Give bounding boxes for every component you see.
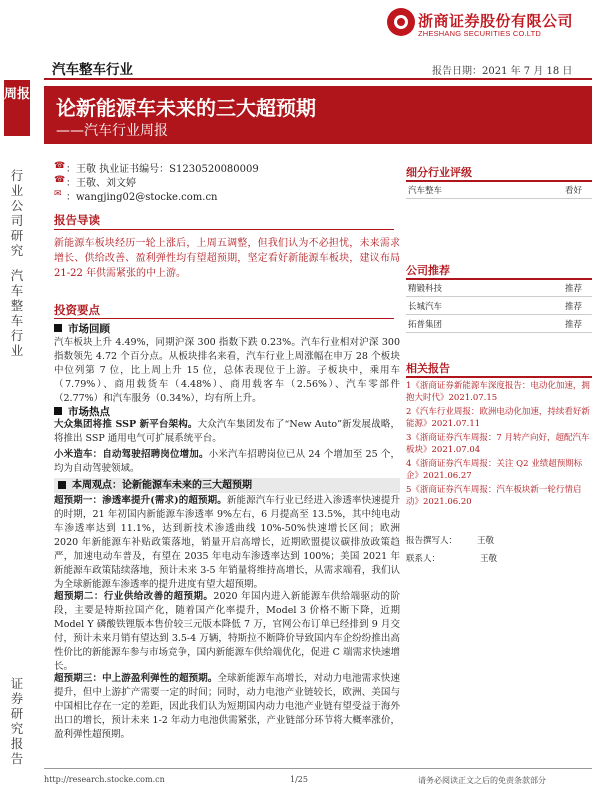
company-rating: 推荐 <box>564 302 582 312</box>
company-row <box>406 281 592 297</box>
sidebar-text-industry: 汽车整车行业 <box>10 268 24 358</box>
related-report[interactable]: 3《浙商证券汽车周报：7 月转产向好，超配汽车板块》2021.07.04 <box>406 433 590 455</box>
hot-item-2-text: 小米汽车招聘岗位已从 24 个增加至 25 个，均为自动驾驶领域。 <box>54 449 400 474</box>
expectation-3-title: 超预期三：中上游盈利弹性的超预期。 <box>54 673 218 684</box>
analyst-icon: ☎ <box>54 161 66 171</box>
bullet-square-icon <box>58 481 66 489</box>
company-logo-icon <box>387 8 415 36</box>
company-rating: 推荐 <box>564 284 582 294</box>
report-date: 报告日期：2021 年 7 月 18 日 <box>432 66 573 77</box>
author-name: 王敬 <box>477 536 495 546</box>
expectation-2 <box>54 590 400 674</box>
market-review-heading <box>54 321 110 336</box>
rating-heading: 细分行业评级 <box>406 166 472 179</box>
market-hot-heading <box>54 404 110 419</box>
company-rating: 推荐 <box>564 320 582 330</box>
points-heading: 投资要点 <box>54 303 100 317</box>
industry-label: 汽车整车行业 <box>52 62 133 78</box>
guide-heading: 报告导读 <box>54 213 100 227</box>
company-name-cn: 浙商证券股份有限公司 <box>418 12 574 30</box>
related-report[interactable]: 5《浙商证券汽车周报：汽车板块新一轮行情启动》2021.06.20 <box>406 485 582 507</box>
related-report[interactable]: 4《浙商证券汽车周报：关注 Q2 业绩超预期标企》2021.06.27 <box>406 459 583 481</box>
bullet-square-icon <box>54 324 62 332</box>
company-row <box>406 317 592 333</box>
header-divider <box>44 78 592 80</box>
company-name-en: ZHESHANG SECURITIES CO.LTD <box>418 29 541 38</box>
company-heading: 公司推荐 <box>406 264 450 277</box>
guide-rule <box>54 229 394 230</box>
author-line <box>406 534 494 546</box>
company-row <box>406 299 592 315</box>
expectation-1 <box>54 494 400 592</box>
hot-item-2-title: 小米造车：自动驾驶招聘 <box>54 449 161 460</box>
contact-label: 联系人： <box>406 554 441 564</box>
analyst-line <box>54 160 259 175</box>
author-label: 报告撰写人： <box>406 536 458 546</box>
company-rule <box>406 278 592 280</box>
related-heading: 相关报告 <box>406 362 450 375</box>
sidebar-text-category: 行业公司研究 <box>10 168 24 258</box>
page-title: 论新能源车未来的三大超预期 <box>56 96 316 120</box>
sidebar-tag <box>4 80 30 136</box>
page-subtitle: ——汽车行业周报 <box>56 123 168 139</box>
company-name: 长城汽车 <box>408 302 443 312</box>
rating-rule <box>406 180 592 182</box>
rating-row <box>406 183 592 199</box>
hot-item-1 <box>54 418 400 446</box>
guide-text: 新能源车板块经历一轮上涨后，上周五调整，但我们认为不必担忧，未来需求增长、供给改善、盈利弹性均有望超预期，坚定看好新能源车板块，建议布局 21-22 年供需紧张的中上游。 <box>54 238 400 279</box>
contact-name: 王敬 <box>480 554 498 564</box>
page-number: 1/25 <box>290 775 308 784</box>
email-line <box>54 188 218 203</box>
company-name: 拓普集团 <box>408 320 443 330</box>
hot-item-2 <box>54 448 400 476</box>
rating-value: 看好 <box>564 186 582 196</box>
footer-divider <box>44 768 592 769</box>
contact-line <box>54 174 136 189</box>
analyst-names: ：王敬、刘文婷 <box>66 178 136 189</box>
expectation-1-title: 超预期一：渗透率提升(需求)的超预期。 <box>54 495 227 506</box>
rating-name: 汽车整车 <box>408 186 443 196</box>
disclaimer-note: 请务必阅读正文之后的免责条款部分 <box>418 776 546 785</box>
phone-icon: ☎ <box>54 175 66 185</box>
expectation-3 <box>54 672 400 742</box>
contact-person-line <box>406 552 497 564</box>
related-report[interactable]: 2《汽车行业周报：欧洲电动化加速，持续看好新能源》2021.07.11 <box>406 407 590 429</box>
hot-item-1-text: 大众汽车集团发布了“New Auto”新发展战略，将推出 SSP 通用电气可扩展系统平台。 <box>54 419 400 444</box>
expectation-1-text: 新能源汽车行业已经进入渗透率快速提升的时期，21 年初国内新能源车渗透率 9%左右，6 月提高至 13.5%，其中纯电动车渗透率达到 11.1%，达到新技术渗透曲线 10%-50%快速增长区间；欧洲 2020 年新能源车补贴政策落地，销量开启高增长，近期欧盟提议碳排放政策趋严，加速电动车普及，有望在 2035 年电动车渗透率达到 100%；美国 2021 年新能源车政策陆续落地，预计未来 3-5 年销量将维持高增长，从需求端看，我们认为全球新能源车渗透率的提升进度有望大超预期。 <box>54 495 400 590</box>
hot-item-2-title-end: 岗位增加。 <box>160 449 209 460</box>
footer-url[interactable]: http://research.stocke.com.cn <box>44 775 165 784</box>
expectation-2-text: 2020 年国内进入新能源车供给端驱动的阶段，主要是特斯拉国产化，随着国产化率提升，Model 3 价格不断下降，近期 Model Y 磷酸铁锂版本售价较三元版本降低 7 万，官网公布订单已经排到 9 月交付，预计未来月销有望达到 3.5-4 万辆，特斯拉不断降价导致国内车企纷纷推出高性价比的新能源车参与市场竞争，国内新能源车供给端优化，促进 C 端需求快速增长。 <box>54 591 400 672</box>
sidebar-text-report: 证券研究报告 <box>10 676 24 766</box>
weekly-view-heading <box>54 478 400 493</box>
expectation-3-text: 全球新能源车高增长，对动力电池需求快速提升，但中上游扩产需要一定的时间；同时，动力电池产业链较长，欧洲、美国与中国相比存在一定的差距，因此我们认为短期国内动力电池产业链有望受益于海外出口的增长，预计未来 1-2 年动力电池供需紧张，产业链部分环节将大概率涨价，盈利弹性超预期。 <box>54 673 400 740</box>
weekly-view-title: 本周观点：论新能源车未来的三大超预期 <box>72 480 252 491</box>
email-icon: ✉ <box>54 189 62 199</box>
analyst-email[interactable]: ：wangjing02@stocke.com.cn <box>66 192 218 203</box>
related-report[interactable]: 1《浙商证券新能源车深度报告：电动化加速，拥抱大时代》2021.07.15 <box>406 381 590 403</box>
hot-item-1-title: 大众集团将推 SSP 新平台架构。 <box>54 419 198 430</box>
expectation-2-title: 超预期二：行业供给改善的超预期。 <box>54 591 214 602</box>
related-rule <box>406 376 592 378</box>
analyst-certificate: ：王敬 执业证书编号：S1230520080009 <box>66 164 259 175</box>
points-rule <box>54 318 394 319</box>
company-name: 精锻科技 <box>408 284 443 294</box>
market-hot-title: 市场热点 <box>68 406 110 418</box>
market-review-title: 市场回顾 <box>68 323 110 335</box>
market-review-text: 汽车板块上升 4.49%，同期沪深 300 指数下跌 0.23%。汽车行业相对沪深 300 指数领先 4.72 个百分点。从板块排名来看，汽车行业上周涨幅在申万 28 个板块中位列第 7 位，比上周上升 15 位，总体表现位于上游。子板块中，乘用车（7.79%）、商用载货车（4.48%）、商用载客车（2.56%）、汽车零部件（2.77%）和汽车服务（0.34%），均有所上升。 <box>54 337 400 404</box>
sidebar-tag-text: 周报 <box>4 87 31 102</box>
bullet-square-icon <box>54 407 62 415</box>
